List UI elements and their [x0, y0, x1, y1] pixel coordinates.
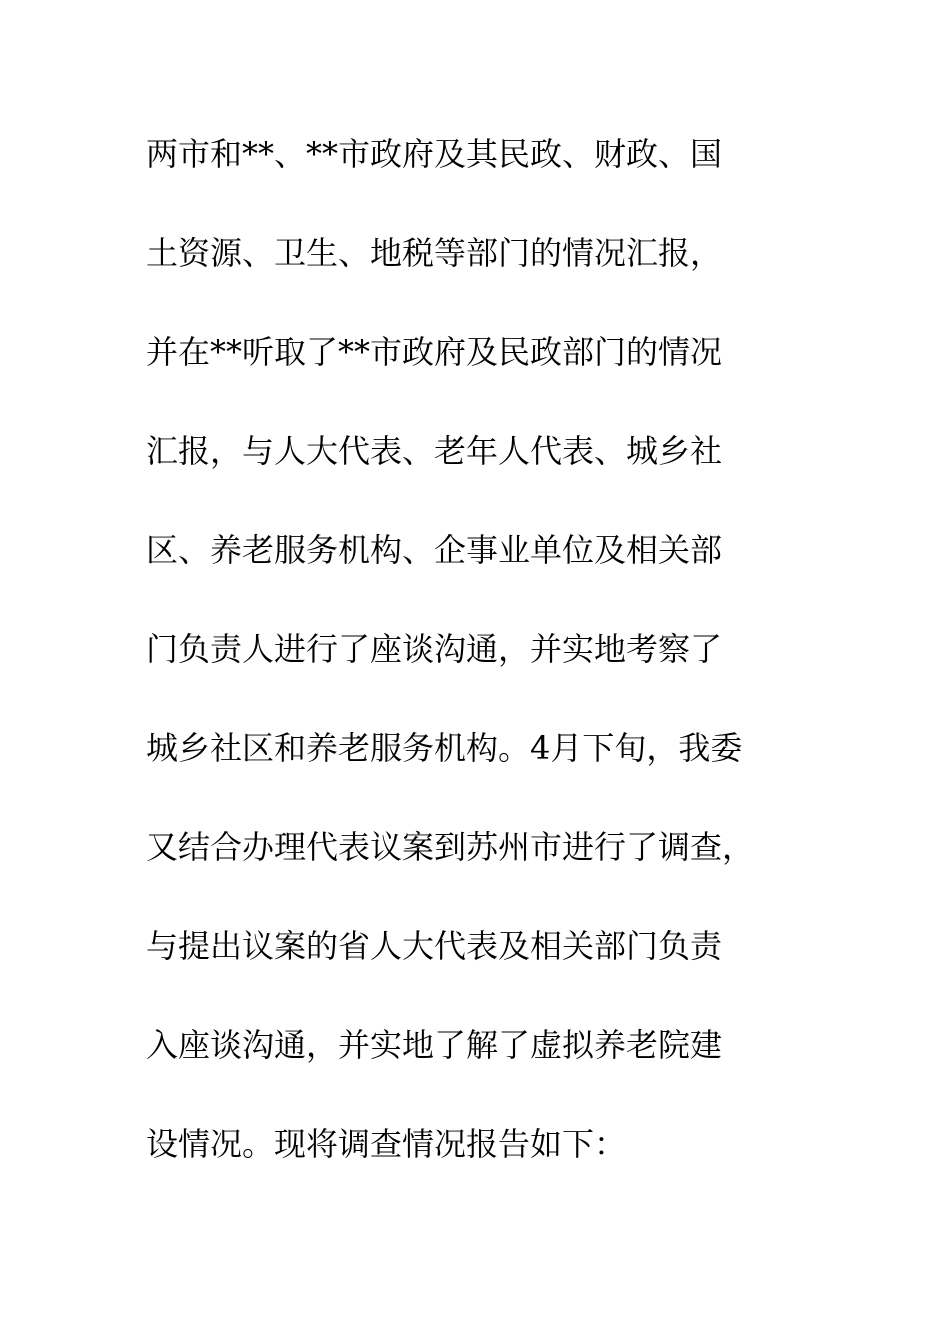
text-line-3: 并在**听取了**市政府及民政部门的情况 [146, 333, 723, 371]
text-line-9: 与提出议案的省人大代表及相关部门负责 [146, 927, 723, 965]
text-line-10: 入座谈沟通，并实地了解了虚拟养老院建 [146, 1026, 723, 1064]
text-line-7: 城乡社区和养老服务机构。4月下旬，我委 [146, 729, 743, 767]
text-line-1: 两市和**、**市政府及其民政、财政、国 [146, 135, 723, 173]
text-line-6: 门负责人进行了座谈沟通，并实地考察了 [146, 630, 723, 668]
text-line-11: 设情况。现将调查情况报告如下： [146, 1125, 627, 1163]
document-body-text [146, 122, 816, 1211]
text-line-4: 汇报，与人大代表、老年人代表、城乡社 [146, 432, 723, 470]
text-line-5: 区、养老服务机构、企事业单位及相关部 [146, 531, 723, 569]
text-line-2: 土资源、卫生、地税等部门的情况汇报， [146, 234, 723, 272]
text-line-8: 又结合办理代表议案到苏州市进行了调查， [146, 828, 755, 866]
